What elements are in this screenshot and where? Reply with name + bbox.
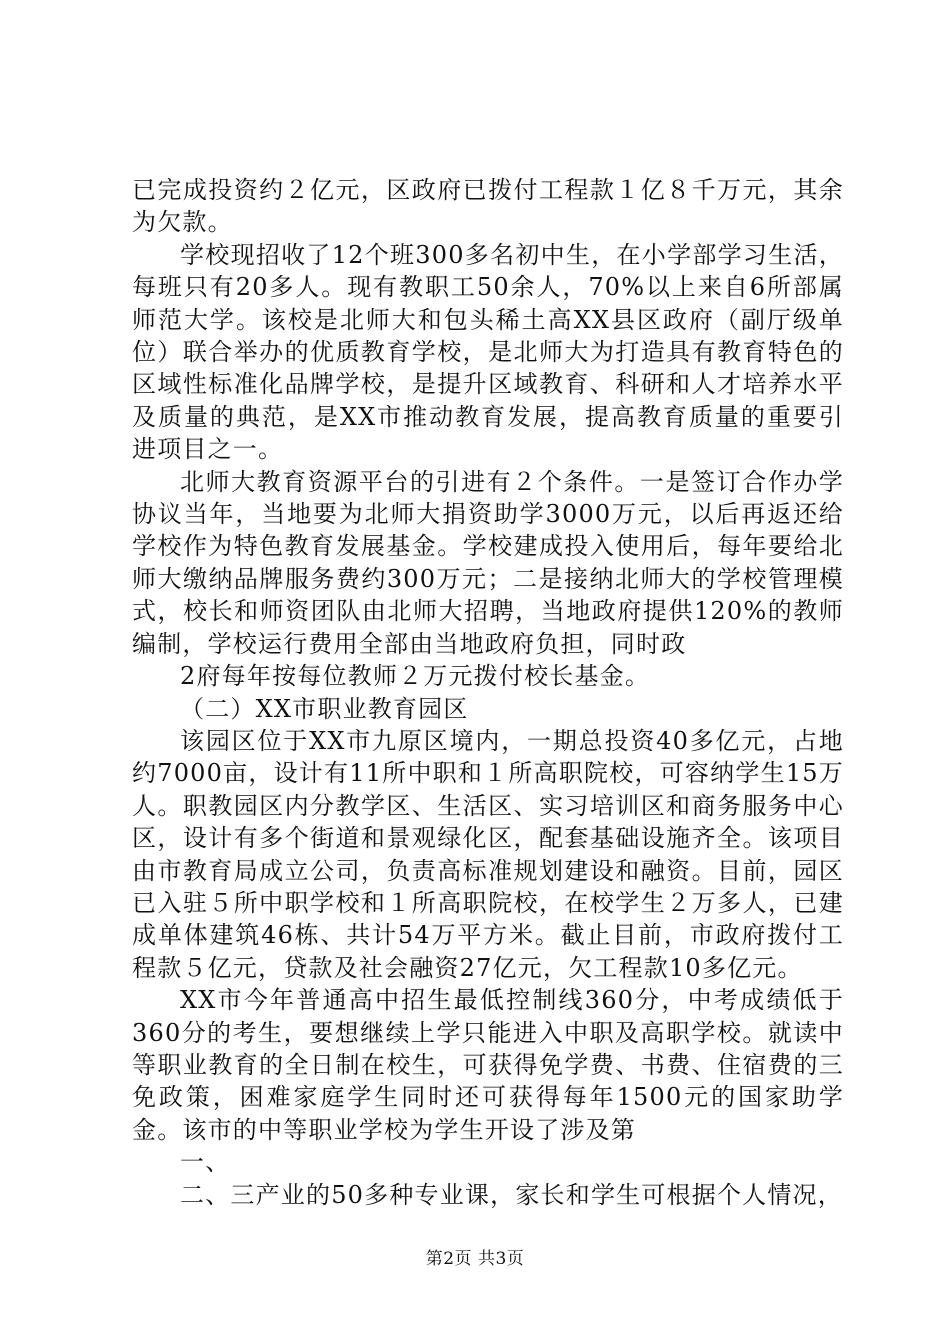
paragraph-admission-policy: XX市今年普通高中招生最低控制线360分，中考成绩低于360分的考生，要想继续上学只能进入中职及高职学校。就读中等职业教育的全日制在校生，可获得免学费、书费、住宿费的三免政策，困难家庭学生同时还可获得每年1500元的国家助学金。该市的中等职业学校为学生开设了涉及第 [132,986,844,1144]
page-footer: 第2页 共3页 [425,1249,525,1269]
section-heading-vocational-park: （二）XX市职业教育园区 [180,694,469,723]
paragraph-bnu-conditions: 北师大教育资源平台的引进有２个条件。一是签订合作办学协议当年，当地要为北师大捐资助学3000万元，以后再返还给学校作为特色教育发展基金。学校建成投入使用后，每年要给北师大缴纳品牌服务费约300万元；二是接纳北师大的学校管理模式，校长和师资团队由北师大招聘，当地政府提供120%的教师编制，学校运行费用全部由当地政府负担，同时政 [132,467,844,658]
paragraph-investment: 已完成投资约２亿元，区政府已拨付工程款１亿８千万元，其余为欠款。 [132,176,844,237]
list-marker-one: 一、 [180,1148,231,1177]
paragraph-principal-fund: 2府每年按每位教师２万元拨付校长基金。 [180,662,651,691]
paragraph-courses: 二、三产业的50多种专业课，家长和学生可根据个人情况， [180,1180,843,1209]
paragraph-school-enrollment: 学校现招收了12个班300多名初中生，在小学部学习生活，每班只有20多人。现有教职工50余人，70%以上来自6所部属师范大学。该校是北师大和包头稀土高XX县区政府（副厅级单位）联合举办的优质教育学校，是北师大为打造具有教育特色的区域性标准化品牌学校，是提升区域教育、科研和人才培养水平及质量的典范，是XX市推动教育发展，提高教育质量的重要引进项目之一。 [132,240,844,464]
document-body [132,174,844,1211]
paragraph-park-description: 该园区位于XX市九原区境内，一期总投资40多亿元，占地约7000亩，设计有11所中职和１所高职院校，可容纳学生15万人。职教园区内分教学区、生活区、实习培训区和商务服务中心区，设计有多个街道和景观绿化区，配套基础设施齐全。该项目由市教育局成立公司，负责高标准规划建设和融资。目前，园区已入驻５所中职学校和１所高职院校，在校学生２万多人，已建成单体建筑46栋、共计54万平方米。截止目前，市政府拨付工程款５亿元，贷款及社会融资27亿元，欠工程款10多亿元。 [132,726,844,982]
